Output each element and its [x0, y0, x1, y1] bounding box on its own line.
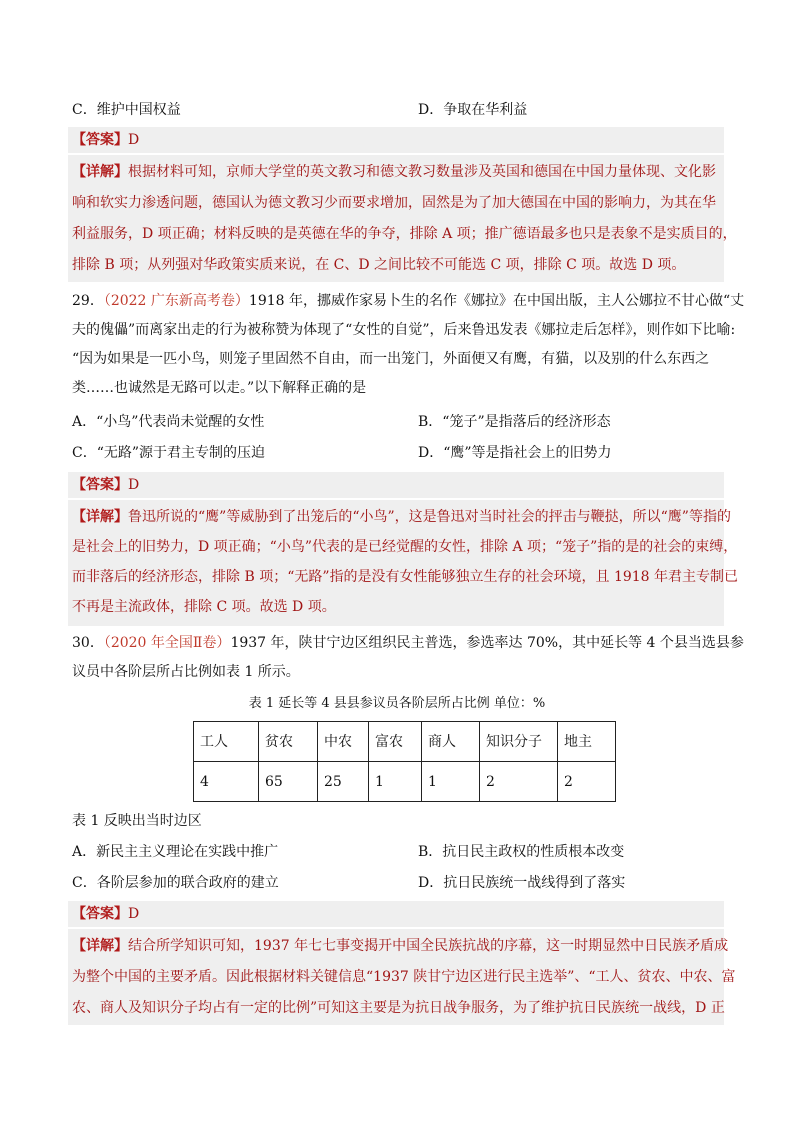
q30-answer-box [68, 901, 724, 927]
q29-option-b: B．“笼子”是指落后的经济形态 [418, 414, 611, 430]
q30-detail-tag: 【详解】 [72, 938, 128, 954]
q30-option-c: C．各阶层参加的联合政府的建立 [72, 875, 279, 891]
q29-stem-line-2: 夫的傀儡”而离家出走的行为被称赞为体现了“女性的自觉”，后来鲁迅发表《娜拉走后怎样》，则作如下比喻: [72, 322, 736, 338]
q29-options-cd [72, 443, 722, 463]
q29-source: （2022 广东新高考卷） [103, 293, 249, 309]
q29-answer-value: D [128, 477, 140, 493]
q30-detail-line: 农、商人及知识分子均占有一定的比例”可知这主要是为抗日战争服务，为了维护抗日民族统一战线，D 正 [72, 1000, 725, 1016]
q28-detail-box [68, 155, 737, 282]
q29-detail-box [68, 500, 739, 626]
q30-answer-value: D [128, 906, 140, 922]
q28-detail-line: 根据材料可知，京师大学堂的英文教习和德文教习数量涉及英国和德国在中国力量体现、文化影 [128, 164, 716, 180]
table-header-cell: 工人 [194, 722, 259, 762]
table-cell: 1 [422, 762, 480, 802]
table-header-cell: 贫农 [259, 722, 318, 762]
q28-answer-box [68, 127, 724, 153]
table-header-row [194, 722, 616, 762]
q30-stem-line-1 [72, 633, 744, 653]
table-caption: 表 1 延长等 4 县县参议员各阶层所占比例 单位：% [248, 696, 546, 711]
q28-options-cd [72, 100, 722, 120]
q29-option-a: A．“小鸟”代表尚未觉醒的女性 [72, 414, 265, 430]
table-cell: 25 [318, 762, 369, 802]
q28-option-c: C．维护中国权益 [72, 102, 181, 118]
table-header-cell: 知识分子 [480, 722, 558, 762]
q30-options-ab [72, 842, 722, 862]
q30-stem-line-2: 议员中各阶层所占比例如表 1 所示。 [72, 664, 300, 680]
q28-answer-value: D [128, 132, 140, 148]
q29-option-d: D．“鹰”等是指社会上的旧势力 [418, 445, 612, 461]
q30-detail-box [68, 929, 736, 1025]
q29-detail-line: 而非落后的经济形态，排除 B 项；“无路”指的是没有女性能够独立生存的社会环境，且 1918 年君主专制已 [72, 569, 739, 585]
q29-detail-line: 是社会上的旧势力，D 项正确；“小鸟”代表的是已经觉醒的女性，排除 A 项；“笼子”指的是的社会的束缚， [72, 539, 738, 555]
q29-stem-line-3: “因为如果是一匹小鸟，则笼子里固然不自由，而一出笼门，外面便又有鹰，有猫，以及别的什么东西之 [72, 351, 710, 367]
q30-option-b: B．抗日民主政权的性质根本改变 [418, 844, 625, 860]
table-cell: 2 [558, 762, 616, 802]
table-cell: 65 [259, 762, 318, 802]
q29-options-ab [72, 412, 722, 432]
q29-detail-tag: 【详解】 [72, 509, 128, 525]
table-cell: 2 [480, 762, 558, 802]
q30-stem-text: 1937 年，陕甘宁边区组织民主普选，参选率达 70%，其中延长等 4 个县当选县参 [230, 635, 744, 651]
q30-source: （2020 年全国Ⅱ卷） [103, 635, 231, 651]
q29-answer-box [68, 472, 724, 498]
q29-detail-line: 鲁迅所说的“鹰”等威胁到了出笼后的“小鸟”，这是鲁迅对当时社会的抨击与鞭挞，所以“鹰”等指的 [128, 509, 731, 525]
q28-detail-line: 排除 B 项；从列强对华政策实质来说，在 C、D 之间比较不可能选 C 项，排除 C 项。故选 D 项。 [72, 257, 686, 273]
q28-detail-line: 利益服务，D 项正确；材料反映的是英德在华的争夺，排除 A 项；推广德语最多也只是表象不是实质目的， [72, 226, 737, 242]
q29-option-c: C．“无路”源于君主专制的压迫 [72, 445, 266, 461]
q30-option-a: A．新民主主义理论在实践中推广 [72, 844, 279, 860]
q30-detail-line: 结合所学知识可知，1937 年七七事变揭开中国全民族抗战的序幕，这一时期显然中日民族矛盾成 [128, 938, 729, 954]
q29-number: 29． [72, 293, 104, 309]
q30-option-d: D．抗日民族统一战线得到了落实 [418, 875, 626, 891]
q29-stem-text: 1918 年，挪威作家易卜生的名作《娜拉》在中国出版，主人公娜拉不甘心做“丈 [248, 293, 745, 309]
data-table [193, 721, 616, 802]
q29-stem-line-1 [72, 291, 745, 311]
table-cell: 4 [194, 762, 259, 802]
q30-detail-line: 为整个中国的主要矛盾。因此根据材料关键信息“1937 陕甘宁边区进行民主选举”、“工人、贫农、中农、富 [72, 969, 736, 985]
q28-option-d: D．争取在华利益 [418, 102, 528, 118]
table-header-cell: 商人 [422, 722, 480, 762]
table-row [194, 762, 616, 802]
table-header-cell: 中农 [318, 722, 369, 762]
q29-answer-tag: 【答案】 [72, 477, 128, 493]
q30-answer-tag: 【答案】 [72, 906, 128, 922]
q30-options-cd [72, 873, 722, 893]
q28-detail-line: 响和软实力渗透问题，德国认为德文教习少而要求增加，固然是为了加大德国在中国的影响力，为其在华 [72, 195, 716, 211]
table-header-cell: 富农 [369, 722, 422, 762]
q30-after-table: 表 1 反映出当时边区 [72, 813, 202, 829]
table-header-cell: 地主 [558, 722, 616, 762]
q28-answer-tag: 【答案】 [72, 132, 128, 148]
table-cell: 1 [369, 762, 422, 802]
q29-detail-line: 不再是主流政体，排除 C 项。故选 D 项。 [72, 599, 336, 615]
q29-stem-line-4: 类……也诚然是无路可以走。”以下解释正确的是 [72, 380, 367, 396]
q28-detail-tag: 【详解】 [72, 164, 128, 180]
q30-number: 30． [72, 635, 104, 651]
